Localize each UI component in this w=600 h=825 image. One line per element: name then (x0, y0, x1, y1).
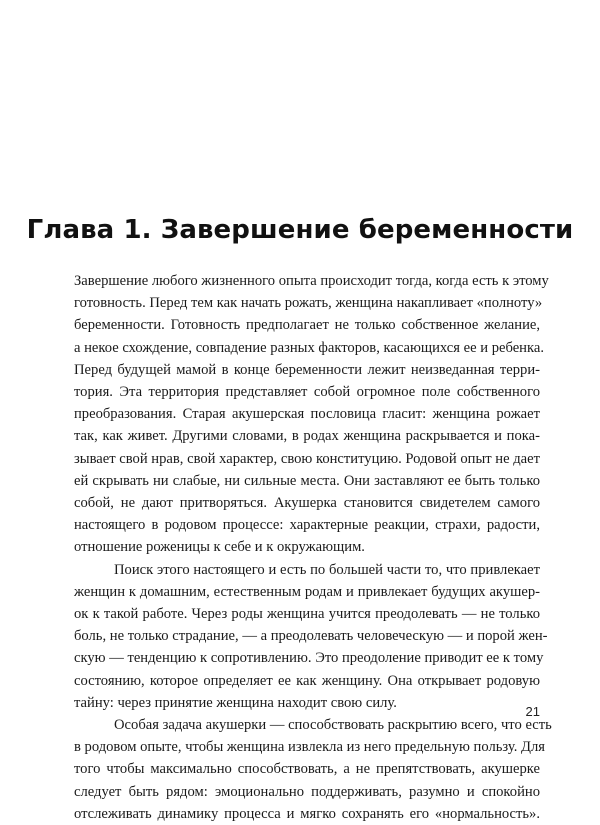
text-line: тайну: через принятие женщина находит свою силу. (74, 694, 397, 711)
text-line: а некое схождение, совпадение разных факторов, касающихся ее и ребенка. (74, 339, 544, 356)
paragraph-3 (74, 714, 552, 825)
text-line: Поиск этого настоящего и есть по большей части то, что привлекает (114, 561, 540, 578)
text-line: скую — тенденцию к сопротивлению. Это преодоление приводит ее к тому (74, 650, 544, 667)
text-line: Особая задача акушерки — способствовать раскрытию всего, что есть (114, 717, 552, 734)
text-line: ей скрывать ни слабые, ни сильные места. Они заставляют ее быть только (74, 472, 540, 489)
text-line: настоящего в родовом процессе: характерные реакции, страхи, радости, (74, 517, 540, 534)
text-line: женщин к домашним, естественным родам и привлекает будущих акушер- (74, 583, 540, 600)
text-line: в родовом опыте, чтобы женщина извлекла из него предельную пользу. Для (74, 739, 545, 756)
text-line: состоянию, которое определяет ее как женщину. Она открывает родовую (74, 672, 540, 689)
page-number: 21 (525, 704, 540, 719)
text-line: отслеживать динамику процесса и мягко сохранять его «нормальность». (74, 805, 540, 822)
text-line: ок к такой работе. Через роды женщина учится преодолевать — не только (74, 606, 540, 623)
text-line: беременности. Готовность предполагает не только собственное желание, (74, 317, 540, 334)
text-line: боль, не только страдание, — а преодолевать человеческую — и порой жен- (74, 628, 548, 645)
chapter-title: Глава 1. Завершение беременности (26, 215, 574, 245)
paragraph-1 (74, 270, 549, 559)
text-line: того чтобы максимально способствовать, а не препятствовать, акушерке (74, 761, 540, 778)
text-line: собой, не дают притворяться. Акушерка становится свидетелем самого (74, 495, 540, 512)
body-text (74, 270, 552, 825)
text-line: готовность. Перед тем как начать рожать, женщина накапливает «полноту» (74, 295, 543, 312)
text-line: преобразования. Старая акушерская пословица гласит: женщина рожает (74, 406, 540, 423)
text-line: тория. Эта территория представляет собой огромное поле собственного (74, 384, 540, 401)
paragraph-2 (74, 559, 548, 714)
text-line: зывает свой нрав, свой характер, свою конституцию. Родовой опыт не дает (74, 450, 540, 467)
text-line: Перед будущей мамой в конце беременности лежит неизведанная терри- (74, 361, 540, 378)
text-line: Завершение любого жизненного опыта происходит тогда, когда есть к этому (74, 273, 549, 289)
text-line: отношение роженицы к себе и к окружающим. (74, 539, 365, 556)
text-line: следует быть рядом: эмоционально поддерживать, разумно и спокойно (74, 783, 540, 800)
text-line: так, как живет. Другими словами, в родах женщина раскрывается и пока- (74, 428, 540, 445)
